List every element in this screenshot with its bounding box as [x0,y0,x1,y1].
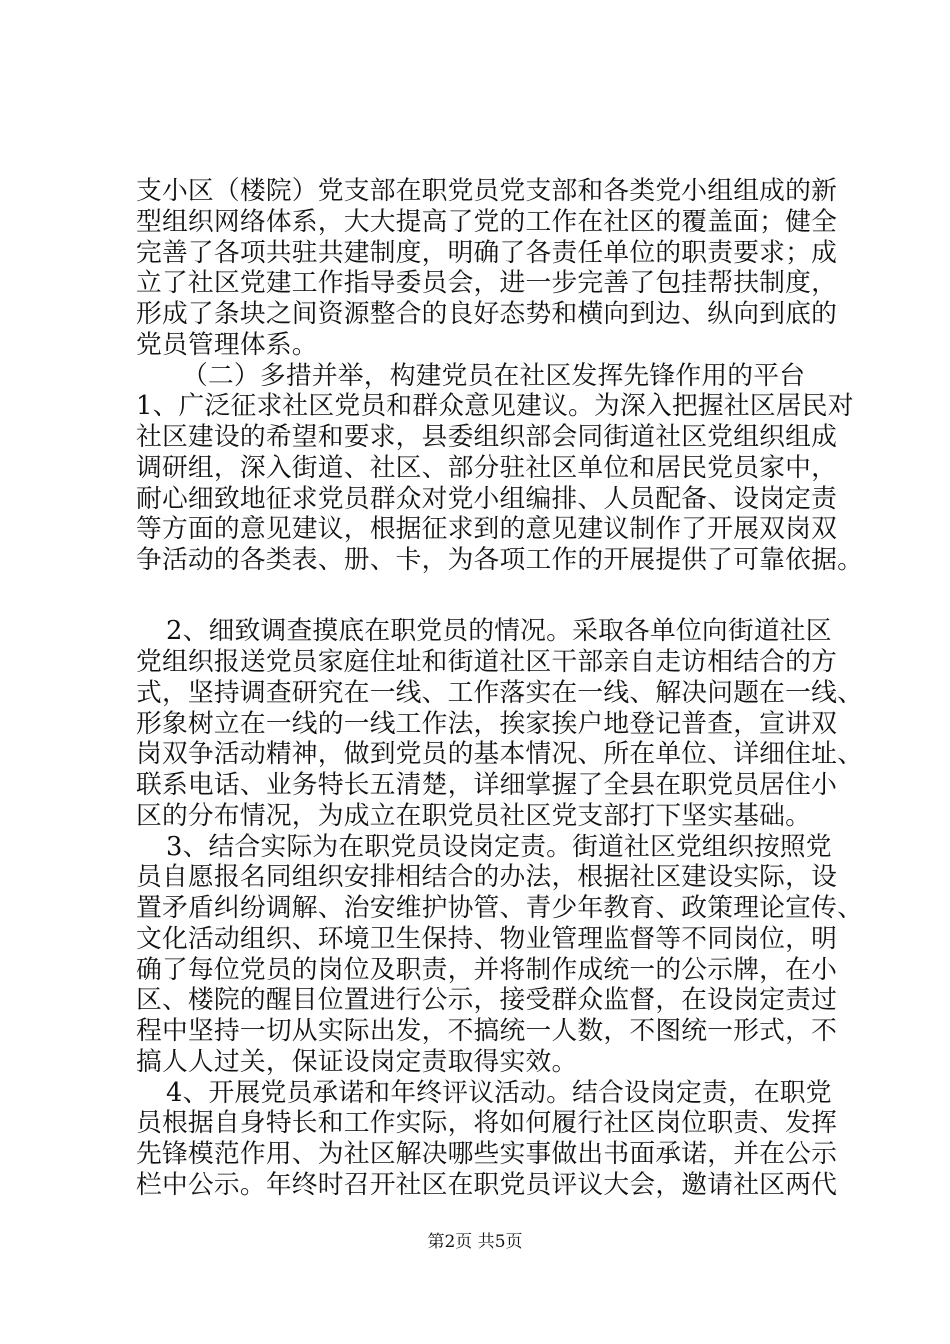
body-line-06: 党员管理体系。 [136,330,318,360]
body-line-27: 程中坚持一切从实际出发，不搞统一人数，不图统一形式，不 [136,1016,838,1046]
body-line-22: 员自愿报名同组织安排相结合的办法，根据社区建设实际，设 [136,862,838,892]
body-line-26: 区、楼院的醒目位置进行公示，接受群众监督，在设岗定责过 [136,985,838,1015]
body-line-32: 栏中公示。年终时召开社区在职党员评议大会，邀请社区两代 [136,1170,838,1200]
body-line-09: 社区建设的希望和要求，县委组织部会同街道社区党组织组成 [136,422,838,452]
body-line-16: 式，坚持调查研究在一线、工作落实在一线、解决问题在一线、 [136,678,864,708]
body-line-02: 型组织网络体系，大大提高了党的工作在社区的覆盖面；健全 [136,207,838,237]
body-line-23: 置矛盾纠纷调解、治安维护协管、青少年教育、政策理论宣传、 [136,893,864,923]
body-line-19: 联系电话、业务特长五清楚，详细掌握了全县在职党员居住小 [136,770,838,800]
body-line-13: 争活动的各类表、册、卡，为各项工作的开展提供了可靠依据。 [136,545,864,575]
body-line-25: 确了每位党员的岗位及职责，并将制作成统一的公示牌，在小 [136,955,838,985]
body-line-03: 完善了各项共驻共建制度，明确了各责任单位的职责要求；成 [136,238,838,268]
body-line-18: 岗双争活动精神，做到党员的基本情况、所在单位、详细住址、 [136,739,864,769]
body-line-08: 1、广泛征求社区党员和群众意见建议。为深入把握社区居民对 [136,391,854,421]
body-line-11: 耐心细致地征求党员群众对党小组编排、人员配备、设岗定责 [136,484,838,514]
body-line-21: 3、结合实际为在职党员设岗定责。街道社区党组织按照党 [166,832,832,862]
body-line-28: 搞人人过关，保证设岗定责取得实效。 [136,1047,578,1077]
page-footer: 第2页 共5页 [427,1232,523,1252]
body-line-04: 立了社区党建工作指导委员会，进一步完善了包挂帮扶制度， [136,268,838,298]
body-line-30: 员根据自身特长和工作实际，将如何履行社区岗位职责、发挥 [136,1108,838,1138]
body-line-05: 形成了条块之间资源整合的良好态势和横向到边、纵向到底的 [136,299,838,329]
body-line-17: 形象树立在一线的一线工作法，挨家挨户地登记普查，宣讲双 [136,709,838,739]
body-line-29: 4、开展党员承诺和年终评议活动。结合设岗定责，在职党 [166,1078,832,1108]
body-line-01: 支小区（楼院）党支部在职党员党支部和各类党小组组成的新 [136,176,838,206]
body-line-14: 2、细致调查摸底在职党员的情况。采取各单位向街道社区 [166,616,832,646]
body-line-15: 党组织报送党员家庭住址和街道社区干部亲自走访相结合的方 [136,647,838,677]
body-line-31: 先锋模范作用、为社区解决哪些实事做出书面承诺，并在公示 [136,1139,838,1169]
section-heading: （二）多措并举，构建党员在社区发挥先锋作用的平台 [182,361,806,391]
body-line-24: 文化活动组织、环境卫生保持、物业管理监督等不同岗位，明 [136,924,838,954]
body-line-12: 等方面的意见建议，根据征求到的意见建议制作了开展双岗双 [136,514,838,544]
body-line-10: 调研组，深入街道、社区、部分驻社区单位和居民党员家中， [136,453,838,483]
body-line-20: 区的分布情况，为成立在职党员社区党支部打下坚实基础。 [136,801,812,831]
